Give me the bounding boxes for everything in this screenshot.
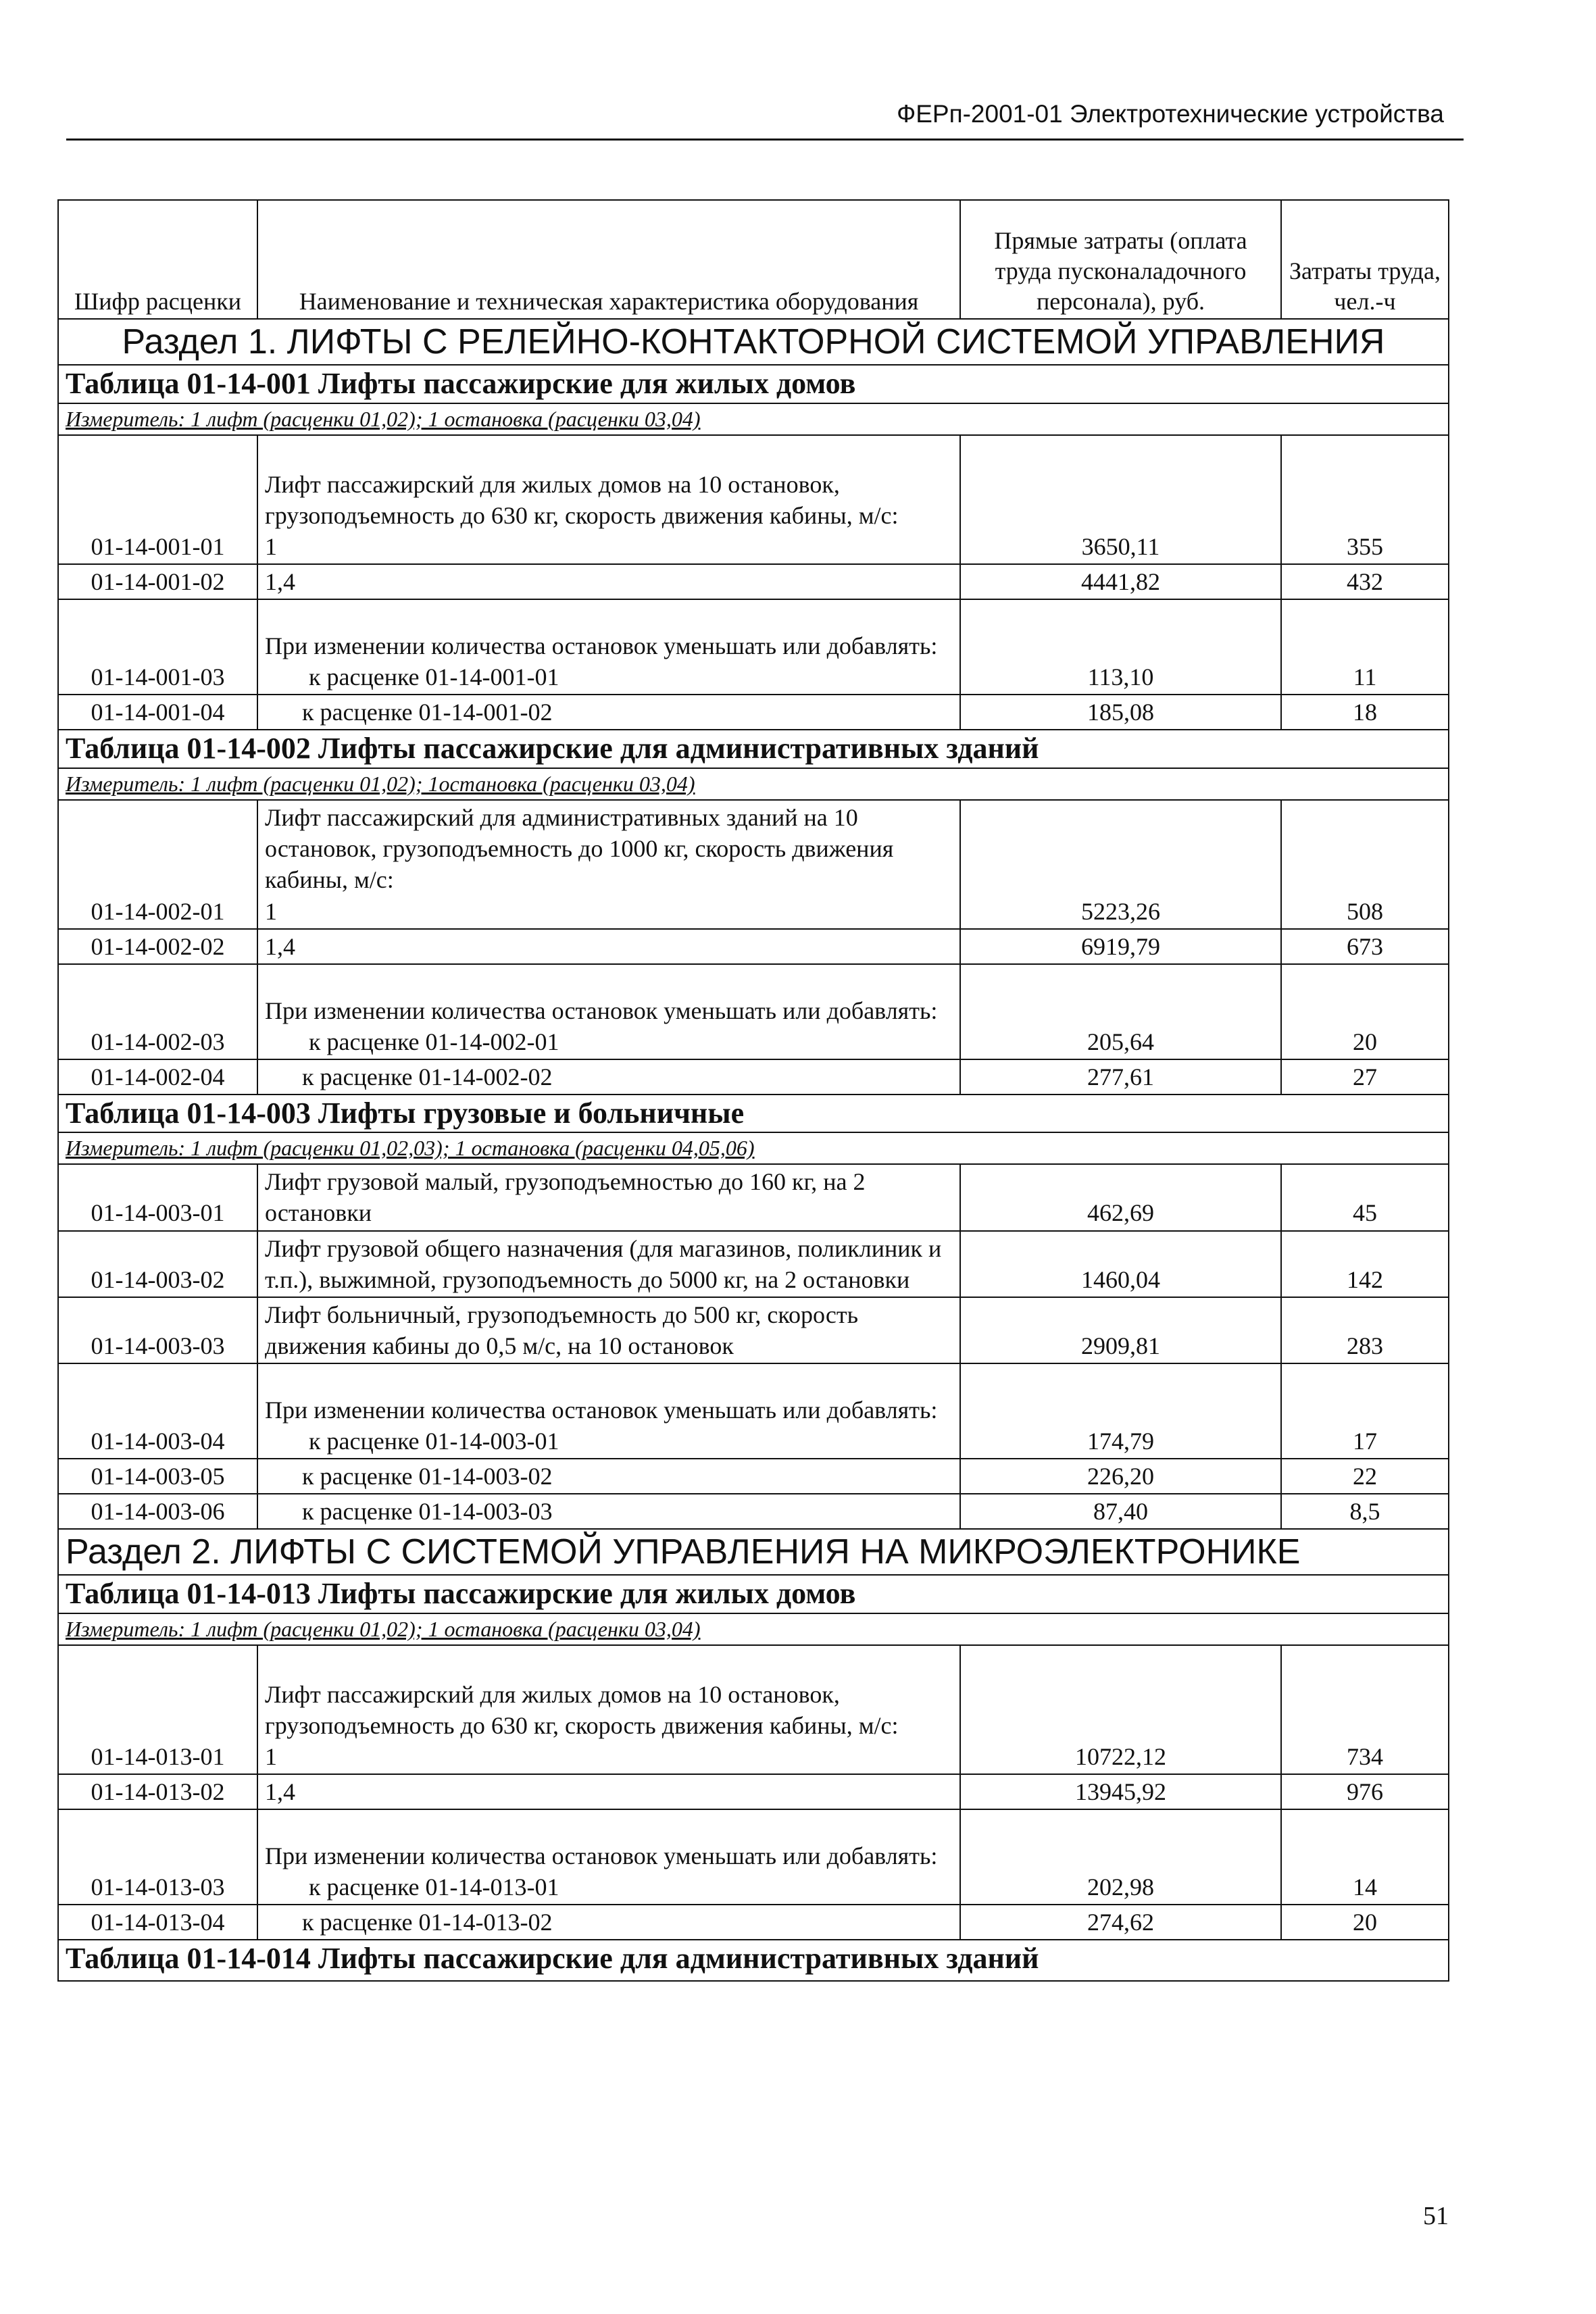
row-cost: 5223,26 xyxy=(960,800,1281,929)
section-1-title: Раздел 1. ЛИФТЫ С РЕЛЕЙНО-КОНТАКТОРНОЙ СИСТЕМОЙ УПРАВЛЕНИЯ xyxy=(58,319,1449,365)
change-note: При изменении количества остановок уменьшать или добавлять: xyxy=(265,1842,938,1869)
row-cost: 87,40 xyxy=(960,1494,1281,1529)
row-name: к расценке 01-14-003-02 xyxy=(257,1459,960,1494)
row-code: 01-14-002-04 xyxy=(58,1059,257,1095)
row-name: Лифт грузовой общего назначения (для магазинов, поликлиник и т.п.), выжимной, грузоподъемность до 5000 кг, на 2 остановки xyxy=(257,1231,960,1297)
table-row xyxy=(58,1459,1449,1494)
table-row xyxy=(58,1059,1449,1095)
row-labor: 14 xyxy=(1281,1809,1449,1905)
table-row xyxy=(58,564,1449,599)
table-002-measure: Измеритель: 1 лифт (расценки 01,02); 1остановка (расценки 03,04) xyxy=(66,771,695,796)
row-code: 01-14-013-04 xyxy=(58,1905,257,1940)
row-cost: 2909,81 xyxy=(960,1297,1281,1363)
row-cost: 6919,79 xyxy=(960,929,1281,964)
table-row xyxy=(58,1164,1449,1230)
header-rule xyxy=(66,139,1464,141)
row-labor: 17 xyxy=(1281,1363,1449,1459)
row-name-value: 1 xyxy=(265,897,277,925)
row-code: 01-14-001-02 xyxy=(58,564,257,599)
row-name xyxy=(257,1809,960,1905)
row-name-value: 1 xyxy=(265,1742,277,1770)
row-name-value: к расценке 01-14-013-01 xyxy=(309,1873,559,1901)
row-cost: 13945,92 xyxy=(960,1774,1281,1809)
row-name-value: к расценке 01-14-001-01 xyxy=(309,663,559,690)
table-003-title: Таблица 01-14-003 Лифты грузовые и больничные xyxy=(58,1095,1449,1133)
change-note: При изменении количества остановок уменьшать или добавлять: xyxy=(265,632,938,659)
row-name: к расценке 01-14-002-02 xyxy=(257,1059,960,1095)
row-code: 01-14-013-03 xyxy=(58,1809,257,1905)
row-cost: 202,98 xyxy=(960,1809,1281,1905)
row-name-value: 1 xyxy=(265,532,277,560)
row-cost: 113,10 xyxy=(960,599,1281,695)
col-header-name: Наименование и техническая характеристика оборудования xyxy=(257,200,960,319)
table-row xyxy=(58,599,1449,695)
row-name-value: к расценке 01-14-003-01 xyxy=(309,1427,559,1455)
row-labor: 508 xyxy=(1281,800,1449,929)
table-header-row xyxy=(58,200,1449,319)
row-name: 1,4 xyxy=(257,564,960,599)
row-labor: 734 xyxy=(1281,1645,1449,1774)
row-code: 01-14-003-03 xyxy=(58,1297,257,1363)
row-cost: 1460,04 xyxy=(960,1231,1281,1297)
table-013-measure: Измеритель: 1 лифт (расценки 01,02); 1 остановка (расценки 03,04) xyxy=(66,1616,701,1641)
row-code: 01-14-002-01 xyxy=(58,800,257,929)
change-note: При изменении количества остановок уменьшать или добавлять: xyxy=(265,997,938,1024)
table-row xyxy=(58,1809,1449,1905)
rates-table xyxy=(57,199,1449,1982)
group-description: Лифт пассажирский для жилых домов на 10 остановок, грузоподъемность до 630 кг, скорость движения кабины, м/с: xyxy=(265,1680,899,1739)
group-description: Лифт пассажирский для жилых домов на 10 остановок, грузоподъемность до 630 кг, скорость движения кабины, м/с: xyxy=(265,470,899,529)
row-name: к расценке 01-14-003-03 xyxy=(257,1494,960,1529)
col-header-cost: Прямые затраты (оплата труда пусконаладочного персонала), руб. xyxy=(960,200,1281,319)
table-013-title: Таблица 01-14-013 Лифты пассажирские для жилых домов xyxy=(58,1575,1449,1613)
table-row xyxy=(58,964,1449,1059)
row-labor: 20 xyxy=(1281,1905,1449,1940)
table-003-measure: Измеритель: 1 лифт (расценки 01,02,03); 1 остановка (расценки 04,05,06) xyxy=(66,1136,755,1161)
row-name: к расценке 01-14-013-02 xyxy=(257,1905,960,1940)
table-001-title: Таблица 01-14-001 Лифты пассажирские для жилых домов xyxy=(58,365,1449,403)
row-code: 01-14-003-06 xyxy=(58,1494,257,1529)
row-name xyxy=(257,964,960,1059)
table-row xyxy=(58,1905,1449,1940)
row-cost: 174,79 xyxy=(960,1363,1281,1459)
row-labor: 8,5 xyxy=(1281,1494,1449,1529)
row-name xyxy=(257,599,960,695)
row-labor: 45 xyxy=(1281,1164,1449,1230)
row-labor: 142 xyxy=(1281,1231,1449,1297)
group-description: Лифт пассажирский для административных зданий на 10 остановок, грузоподъемность до 1000 кг, скорость движения кабины, м/с: xyxy=(265,804,894,894)
row-cost: 185,08 xyxy=(960,695,1281,730)
row-name: к расценке 01-14-001-02 xyxy=(257,695,960,730)
row-cost: 10722,12 xyxy=(960,1645,1281,1774)
row-name: 1,4 xyxy=(257,929,960,964)
table-row xyxy=(58,435,1449,564)
row-code: 01-14-001-01 xyxy=(58,435,257,564)
row-labor: 27 xyxy=(1281,1059,1449,1095)
page-number: 51 xyxy=(1423,2202,1449,2230)
row-labor: 283 xyxy=(1281,1297,1449,1363)
row-cost: 274,62 xyxy=(960,1905,1281,1940)
row-code: 01-14-003-01 xyxy=(58,1164,257,1230)
table-001-measure: Измеритель: 1 лифт (расценки 01,02); 1 остановка (расценки 03,04) xyxy=(66,406,701,431)
row-labor: 355 xyxy=(1281,435,1449,564)
row-cost: 205,64 xyxy=(960,964,1281,1059)
row-code: 01-14-001-04 xyxy=(58,695,257,730)
row-code: 01-14-013-02 xyxy=(58,1774,257,1809)
row-name: Лифт больничный, грузоподъемность до 500 кг, скорость движения кабины до 0,5 м/с, на 10 остановок xyxy=(257,1297,960,1363)
row-name-value: к расценке 01-14-002-01 xyxy=(309,1028,559,1055)
row-code: 01-14-002-03 xyxy=(58,964,257,1059)
change-note: При изменении количества остановок уменьшать или добавлять: xyxy=(265,1396,938,1424)
row-name: 1,4 xyxy=(257,1774,960,1809)
row-code: 01-14-003-04 xyxy=(58,1363,257,1459)
document-header-title: ФЕРп-2001-01 Электротехнические устройства xyxy=(897,100,1444,128)
row-code: 01-14-001-03 xyxy=(58,599,257,695)
row-cost: 277,61 xyxy=(960,1059,1281,1095)
table-row xyxy=(58,1363,1449,1459)
table-row xyxy=(58,1231,1449,1297)
section-heading-row xyxy=(58,1529,1449,1575)
row-code: 01-14-003-05 xyxy=(58,1459,257,1494)
row-name: Лифт грузовой малый, грузоподъемностью до 160 кг, на 2 остановки xyxy=(257,1164,960,1230)
table-row xyxy=(58,800,1449,929)
table-row xyxy=(58,929,1449,964)
row-labor: 18 xyxy=(1281,695,1449,730)
row-code: 01-14-002-02 xyxy=(58,929,257,964)
row-cost: 462,69 xyxy=(960,1164,1281,1230)
table-014-title: Таблица 01-14-014 Лифты пассажирские для административных зданий xyxy=(58,1940,1449,1981)
col-header-labor: Затраты труда, чел.-ч xyxy=(1281,200,1449,319)
row-labor: 673 xyxy=(1281,929,1449,964)
table-row xyxy=(58,695,1449,730)
table-row xyxy=(58,1297,1449,1363)
table-row xyxy=(58,1494,1449,1529)
row-name xyxy=(257,1645,960,1774)
section-heading-row xyxy=(58,319,1449,365)
row-labor: 976 xyxy=(1281,1774,1449,1809)
row-labor: 20 xyxy=(1281,964,1449,1059)
row-name xyxy=(257,800,960,929)
row-cost: 4441,82 xyxy=(960,564,1281,599)
row-name xyxy=(257,435,960,564)
row-cost: 3650,11 xyxy=(960,435,1281,564)
row-labor: 11 xyxy=(1281,599,1449,695)
table-row xyxy=(58,1645,1449,1774)
section-2-title: Раздел 2. ЛИФТЫ С СИСТЕМОЙ УПРАВЛЕНИЯ НА МИКРОЭЛЕКТРОНИКЕ xyxy=(58,1529,1449,1575)
row-name xyxy=(257,1363,960,1459)
table-002-title: Таблица 01-14-002 Лифты пассажирские для административных зданий xyxy=(58,730,1449,768)
table-row xyxy=(58,1774,1449,1809)
col-header-code: Шифр расценки xyxy=(58,200,257,319)
row-labor: 432 xyxy=(1281,564,1449,599)
row-cost: 226,20 xyxy=(960,1459,1281,1494)
row-code: 01-14-003-02 xyxy=(58,1231,257,1297)
row-labor: 22 xyxy=(1281,1459,1449,1494)
row-code: 01-14-013-01 xyxy=(58,1645,257,1774)
